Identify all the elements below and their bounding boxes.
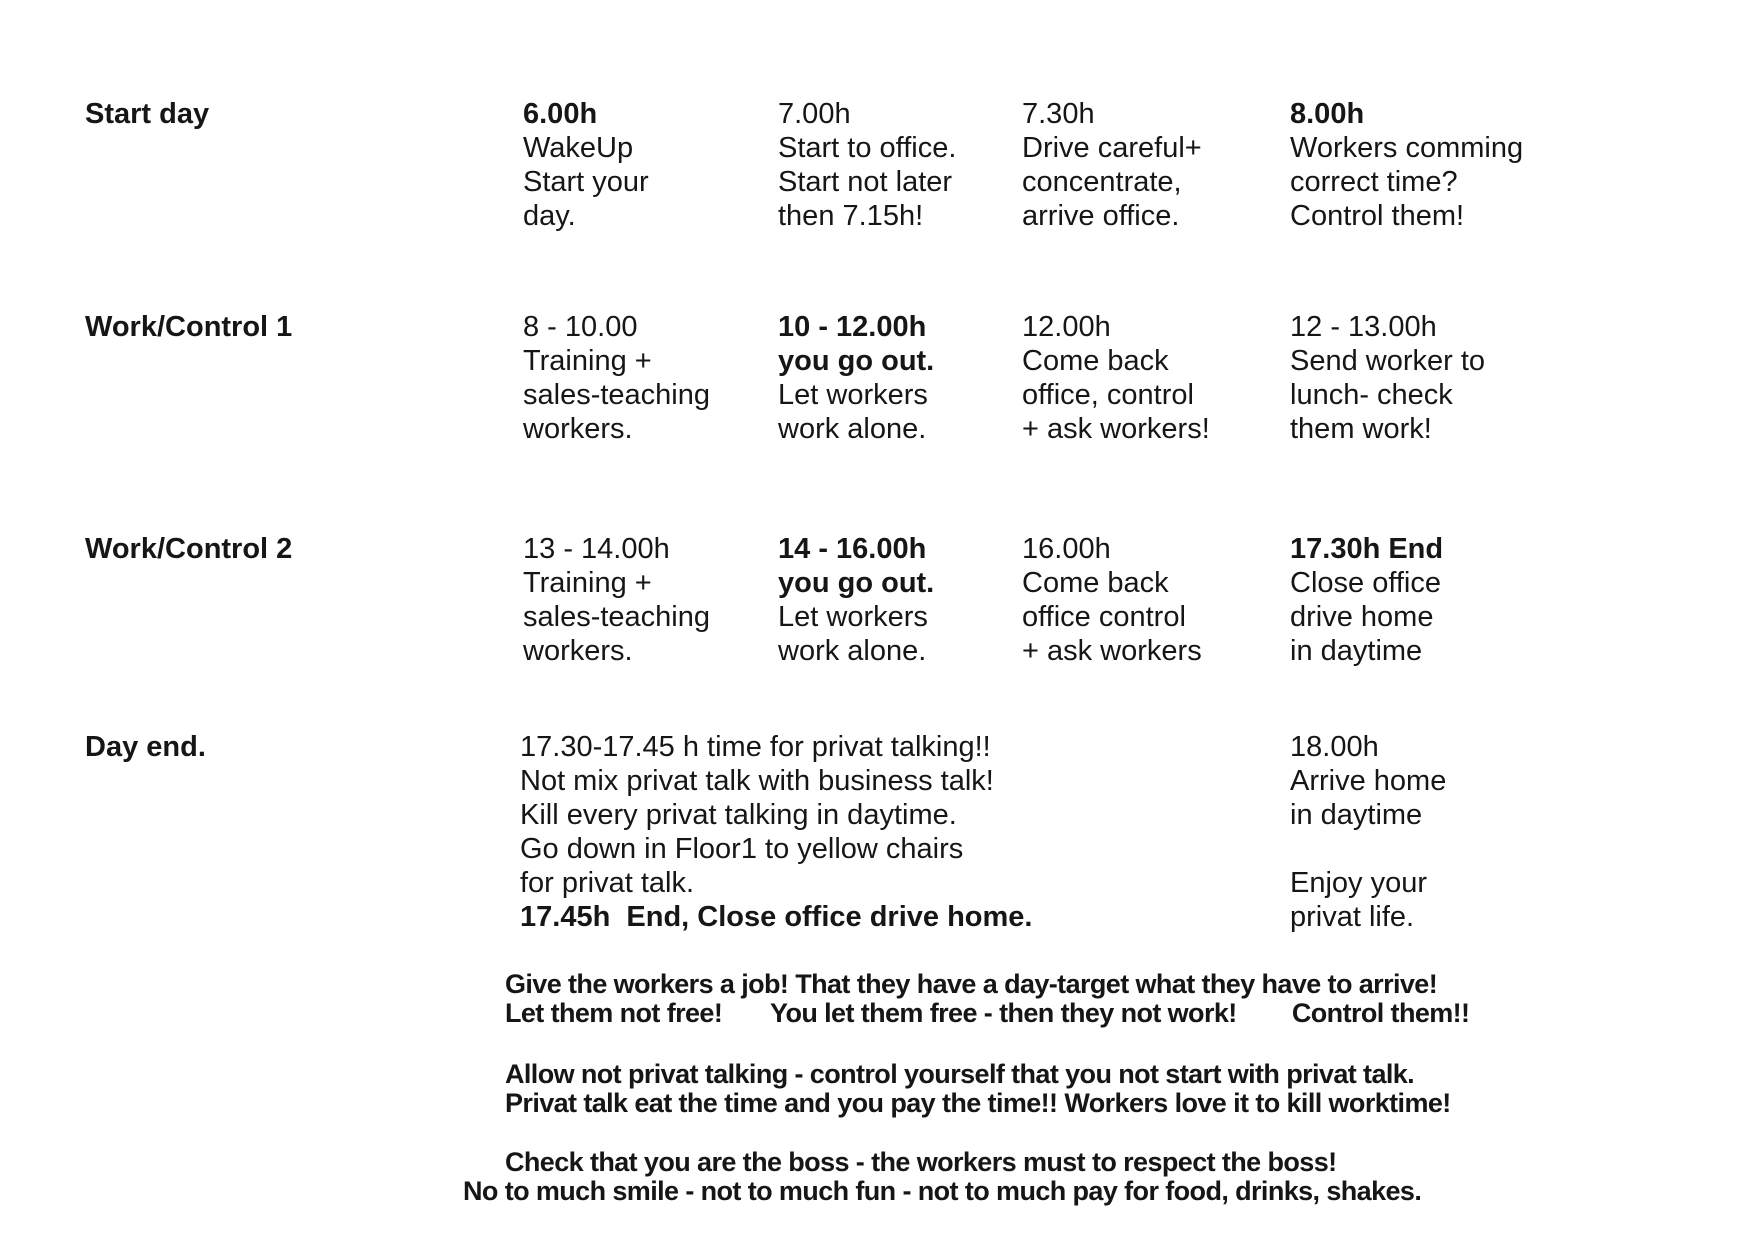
schedule-cell-1200: [1022, 310, 1210, 446]
schedule-line: Training +: [523, 567, 652, 599]
schedule-line: Not mix privat talk with business talk!: [520, 765, 994, 797]
schedule-cell-700: [778, 97, 956, 233]
schedule-line: 13 - 14.00h: [523, 533, 670, 565]
schedule-line: arrive office.: [1022, 200, 1180, 232]
schedule-cell-8-10: [523, 310, 710, 446]
schedule-line: 16.00h: [1022, 533, 1111, 565]
schedule-line: Arrive home: [1290, 765, 1447, 797]
note-paragraph-be-the-boss: [463, 1147, 1422, 1206]
schedule-line: 12.00h: [1022, 311, 1111, 343]
schedule-line: Come back: [1022, 567, 1169, 599]
schedule-line: lunch- check: [1290, 379, 1453, 411]
schedule-line: Start your: [523, 166, 649, 198]
schedule-line: sales-teaching: [523, 601, 710, 633]
schedule-line: sales-teaching: [523, 379, 710, 411]
schedule-line: concentrate,: [1022, 166, 1182, 198]
schedule-cell-800: [1290, 97, 1523, 233]
row-label-start-day: Start day: [85, 98, 210, 130]
schedule-cell-730: [1022, 97, 1202, 233]
schedule-line: Control them!: [1290, 200, 1465, 232]
schedule-cell-10-12: [778, 310, 934, 446]
row-label-day-end: Day end.: [85, 731, 206, 763]
schedule-line: + ask workers: [1022, 635, 1202, 667]
schedule-line: 8.00h: [1290, 98, 1365, 130]
schedule-cell-1730-end: [1290, 532, 1443, 668]
schedule-line: work alone.: [778, 413, 927, 445]
note-line: Give the workers a job! That they have a day-target what they have to arrive!: [505, 969, 1438, 999]
schedule-line: day.: [523, 200, 576, 232]
schedule-line: 7.00h: [778, 98, 851, 130]
schedule-cell-13-14: [523, 532, 710, 668]
schedule-line: + ask workers!: [1022, 413, 1210, 445]
schedule-line: privat life.: [1290, 901, 1415, 933]
schedule-line: Send worker to: [1290, 345, 1486, 377]
schedule-line: workers.: [523, 413, 633, 445]
schedule-line: 12 - 13.00h: [1290, 311, 1437, 343]
schedule-line: 18.00h: [1290, 731, 1379, 763]
schedule-line: 17.45h End, Close office drive home.: [520, 901, 1033, 933]
schedule-line: work alone.: [778, 635, 927, 667]
schedule-line: Let workers: [778, 601, 928, 633]
schedule-line: in daytime: [1290, 635, 1423, 667]
schedule-line: 8 - 10.00: [523, 311, 638, 343]
schedule-line: you go out.: [778, 567, 935, 599]
schedule-cell-1800: [1290, 730, 1446, 934]
schedule-cell-14-16: [778, 532, 934, 668]
schedule-line-blank: [1290, 832, 1446, 866]
schedule-line: correct time?: [1290, 166, 1458, 198]
schedule-line: Drive careful+: [1022, 132, 1202, 164]
schedule-cell-1600: [1022, 532, 1202, 668]
schedule-line: Training +: [523, 345, 652, 377]
schedule-cell-day-end-main: [520, 730, 1032, 934]
schedule-line: workers.: [523, 635, 633, 667]
row-label-work-control-2: Work/Control 2: [85, 533, 293, 565]
schedule-line: 17.30-17.45 h time for privat talking!!: [520, 731, 991, 763]
schedule-line: Come back: [1022, 345, 1169, 377]
note-line: No to much smile - not to much fun - not to much pay for food, drinks, shakes.: [463, 1176, 1422, 1206]
schedule-line: Enjoy your: [1290, 867, 1428, 899]
note-paragraph-no-privat-talk: [505, 1060, 1451, 1118]
schedule-line: Kill every privat talking in daytime.: [520, 799, 957, 831]
schedule-line: Workers comming: [1290, 132, 1524, 164]
schedule-cell-600: [523, 97, 649, 233]
schedule-line: 14 - 16.00h: [778, 533, 927, 565]
schedule-line: Start not later: [778, 166, 953, 198]
schedule-line: office control: [1022, 601, 1186, 633]
schedule-line: you go out.: [778, 345, 935, 377]
schedule-line: for privat talk.: [520, 867, 695, 899]
schedule-line: them work!: [1290, 413, 1432, 445]
schedule-line: then 7.15h!: [778, 200, 924, 232]
schedule-line: Let workers: [778, 379, 928, 411]
row-label-work-control-1: Work/Control 1: [85, 311, 293, 343]
schedule-line: Close office: [1290, 567, 1441, 599]
schedule-line: 6.00h: [523, 98, 598, 130]
schedule-line: 7.30h: [1022, 98, 1095, 130]
schedule-line: Start to office.: [778, 132, 957, 164]
note-line: Let them not free! You let them free - then they not work! Control them!!: [505, 998, 1470, 1028]
note-line: Check that you are the boss - the workers must to respect the boss!: [505, 1147, 1337, 1177]
schedule-line: 17.30h End: [1290, 533, 1444, 565]
schedule-cell-12-13: [1290, 310, 1485, 446]
schedule-line: Go down in Floor1 to yellow chairs: [520, 833, 964, 865]
schedule-line: in daytime: [1290, 799, 1423, 831]
note-paragraph-give-job: [505, 970, 1469, 1028]
schedule-line: 10 - 12.00h: [778, 311, 927, 343]
note-line: Allow not privat talking - control yourself that you not start with privat talk.: [505, 1059, 1415, 1089]
schedule-line: drive home: [1290, 601, 1434, 633]
note-line: Privat talk eat the time and you pay the time!! Workers love it to kill worktime!: [505, 1088, 1451, 1118]
schedule-line: office, control: [1022, 379, 1194, 411]
schedule-line: WakeUp: [523, 132, 634, 164]
